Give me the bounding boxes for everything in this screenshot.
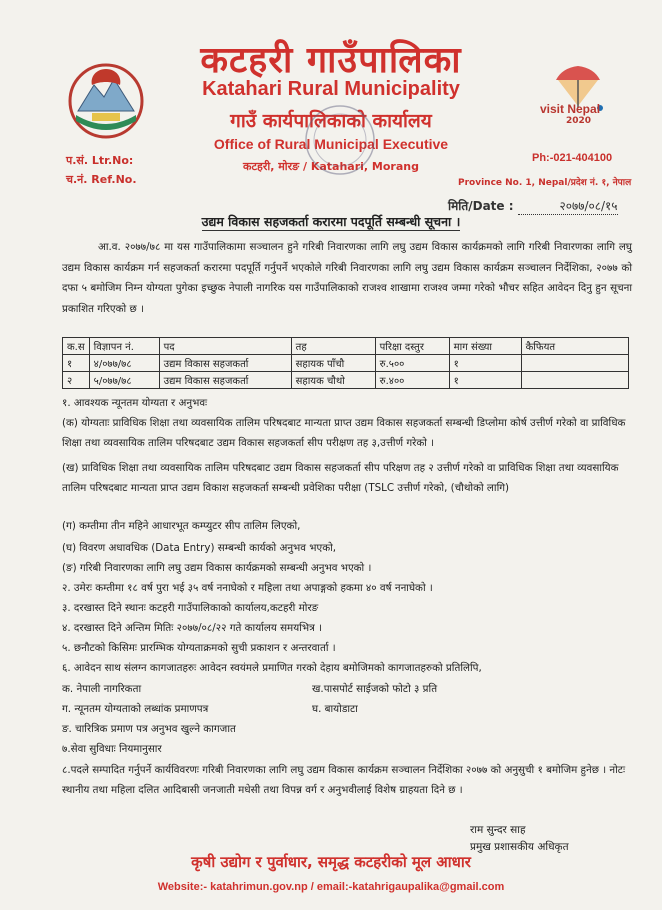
date-label: मिति/Date : [448,199,514,213]
document-kha: ख.पासपोर्ट साईजको फोटो ३ प्रति [312,683,438,695]
requirement-d: (घ) विवरण अधावधिक (Data Entry) सम्बन्धी कार्यको अनुभव भएको, [62,542,337,554]
table-header: माग संख्या [449,338,521,355]
table-header: परिक्षा दस्तुर [375,338,449,355]
visit-nepal-year: 2020 [566,116,592,126]
footer-slogan: कृषी उद्योग र पुर्वाधार, समृद्ध कटहरीको मूल आधार [191,853,471,871]
province-text: Province No. 1, Nepal/प्रदेश नं. १, नेपाल [458,178,632,188]
table-cell: १ [449,355,521,372]
job-duties: ८.पदले सम्पादित गर्नुपर्ने कार्यविवरणः गरिबी निवारणका लागि लघु उद्यम विकास कार्यक्रम सञ्चालन निर्देशिका २०७७ को अनुसुची १ बमोजिम हुनेछ । नोटः स्थानीय तथा महिला दलित आदिबासी जनजाती मधेसी तथा विपन्न वर्ग र अनुभवीलाई विशेष ग्राहयता दिने छ । [62,764,626,796]
table-cell: रु.५०० [375,355,449,372]
table-header: क.स [63,338,90,355]
requirement-a: (क) योग्यताः प्राविधिक शिक्षा तथा व्यवसायिक तालिम परिषदबाट मान्यता प्राप्त उद्यम विकास सहजकर्ता सम्बन्धी डिप्लोमा कोर्ष उत्तीर्ण गरेको वा प्राविधिक शिक्षा तथा व्यवसायिक तालिम परिषदबाट उद्यम विकास सहजकर्ता सीप परीक्षण तह ३,उत्तीर्ण गरेको । [62,417,626,449]
letter-number-label: प.सं. Ltr.No: [66,154,134,167]
table-row [63,372,629,389]
visit-nepal-text: visit Nepal [540,102,601,116]
table-cell [521,372,628,389]
signatory-name: राम सुन्दर साह [470,824,526,836]
table-cell: ५/०७७/७८ [89,372,159,389]
table-cell [521,355,628,372]
document-gha: घ. बायोडाटा [312,703,358,715]
required-documents: ६. आवेदन साथ संलग्न कागजातहरुः आवेदन स्वयंमले प्रमाणित गरको देहाय बमोजिमको कागजातहरुको प्रतिलिपि, [62,662,482,674]
table-cell: १ [63,355,90,372]
signatory-title: प्रमुख प्रशासकीय अधिकृत [470,841,569,853]
notice-intro: आ.व. २०७७/७८ मा यस गाउँपालिकामा सञ्चालन हुने गरिबी निवारणका लागि लघु उद्यम विकास कार्यक्रमको लागि गरिबी निवारणका लागि लघु उद्यम विकास कार्यक्रम गर्न सहजकर्ता करारमा पदपूर्ति गर्नुपर्ने भएकोले गरिबी निवारणका लागि लघु उद्यम विकास कार्यक्रम सञ्चालन निर्देशिका, २०७७ को दफा ५ बमोजिम निम्न योग्यता पुगेका इच्छुक नेपाली नागरिक यस गाउँपालिकाको राजश्व शाखामा राजश्व जम्मा गरेको भौचर सहित आवेदन दिनु हुन सूचना प्रकाशित गरिएको छ । [62,241,632,315]
requirement-e: (ङ) गरिबी निवारणका लागि लघु उद्यम विकास कार्यक्रमको सम्बन्धी अनुभव भएको । [62,562,372,574]
table-cell: उद्यम विकास सहजकर्ता [159,355,291,372]
notice-subject-text: उद्यम विकास सहजकर्ता करारमा पदपूर्ति सम्बन्धी सूचना । [201,214,461,229]
notice-subject [0,213,662,230]
document-ka: क. नेपाली नागरिकता [62,683,142,695]
date-value: २०७७/०८/१५ [518,197,618,215]
table-header-row [63,338,629,355]
phone-number: Ph:-021-404100 [532,152,613,164]
requirements-heading: १. आवश्यक न्यूनतम योग्यता र अनुभवः [62,397,208,409]
office-stamp-icon [300,100,380,180]
municipality-title-np: कटहरी गाउँपालिका [200,40,462,81]
table-header: कैफियत [521,338,628,355]
document-ga: ग. न्यूनतम योग्यताको लब्धांक प्रमाणपत्र [62,703,209,715]
table-header: तह [291,338,375,355]
table-cell: रु.४०० [375,372,449,389]
table-cell: सहायक पाँचौ [291,355,375,372]
table-cell: सहायक चौथो [291,372,375,389]
table-row [63,355,629,372]
table-cell: १ [449,372,521,389]
reference-block [66,151,137,189]
table-header: विज्ञापन नं. [89,338,159,355]
table-cell: २ [63,372,90,389]
office-title-np: गाउँ कार्यपालिकाको कार्यालय [230,110,432,132]
reference-number-label: च.नं. Ref.No. [66,173,137,186]
municipality-title-en: Katahari Rural Municipality [202,78,460,100]
address: कटहरी, मोरङ / Katahari, Morang [243,160,419,173]
table-header: पद [159,338,291,355]
document-nga: ङ. चारित्रिक प्रमाण पत्र अनुभव खुल्ने कागजात [62,723,236,735]
requirement-c: (ग) कम्तीमा तीन महिने आधारभूत कम्प्युटर सीप तालिम लिएको, [62,520,301,532]
footer-contact: Website:- katahrimun.gov.np / email:-katahrigaupalika@gmail.com [157,881,505,893]
service-facility: ७.सेवा सुविधाः नियमानुसार [62,743,162,755]
application-place: ३. दरखास्त दिने स्थानः कटहरी गाउँपालिकाको कार्यालय,कटहरी मोरङ [62,602,319,614]
requirement-b: (ख) प्राविधिक शिक्षा तथा व्यवसायिक तालिम परिषदबाट उद्यम विकास सहजकर्ता सीप परिक्षण तह २ उत्तीर्ण गरेको वा प्राविधिक शिक्षा तथा व्यवसायिक तालिम परिषदबाट मान्यता प्राप्त उद्यम विकाश सहजकर्ता सम्बन्धी प्रवेशिका परीक्षा (TSLC उत्तीर्ण गरेको, (चौथोको लागि) [62,462,619,494]
application-deadline: ४. दरखास्त दिने अन्तिम मितिः २०७७/०८/२२ गते कार्यालय समयभित्र । [62,622,322,634]
office-title-en: Office of Rural Municipal Executive [213,136,449,152]
table-cell: उद्यम विकास सहजकर्ता [159,372,291,389]
vacancy-table [62,337,629,389]
age-requirement: २. उमेरः कम्तीमा १८ वर्ष पुरा भई ३५ वर्ष ननाघेको र महिला तथा अपाङ्गको हकमा ४० वर्ष ननाघेको । [62,582,433,594]
selection-method: ५. छनौटको किसिमः प्रारम्भिक योग्यताक्रमको सुची प्रकाशन र अन्तरवार्ता । [62,642,336,654]
signature-block [470,822,569,856]
table-cell: ४/०७७/७८ [89,355,159,372]
